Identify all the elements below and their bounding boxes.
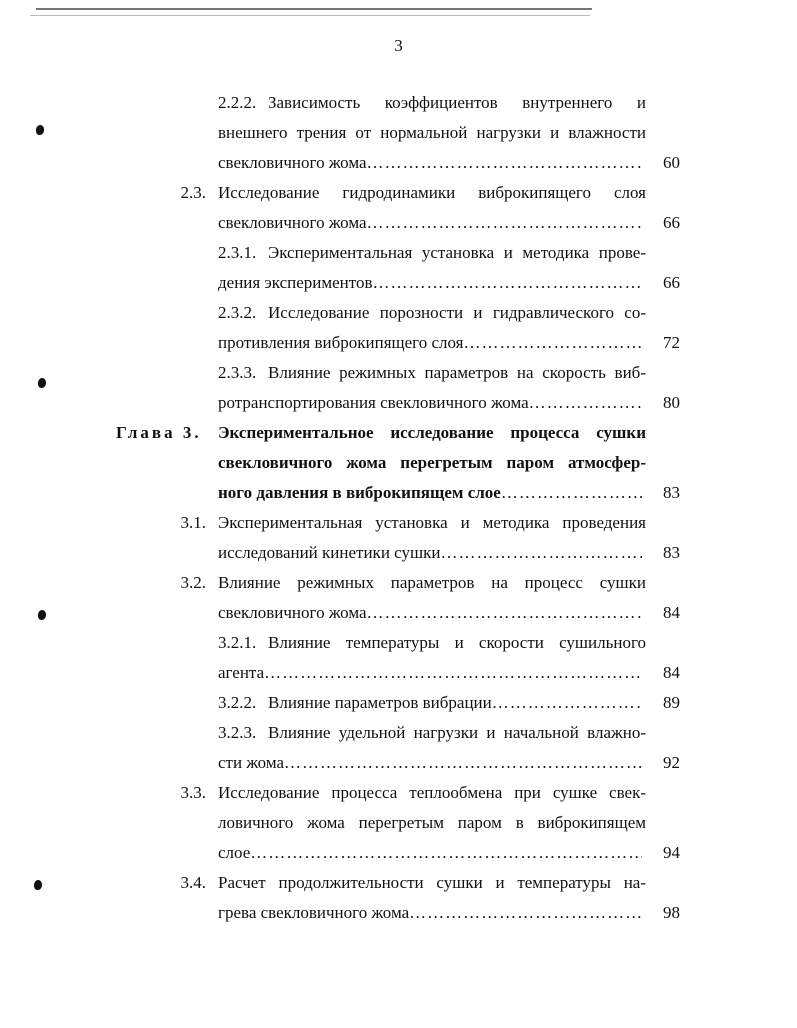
toc-entry-number: 3.2.2. [218, 693, 257, 712]
toc-entry-page: 84 [663, 663, 680, 682]
toc-entry-text: Расчет продолжительности сушки и температуры на- [218, 873, 646, 892]
toc-entry-text: исследований кинетики сушки [218, 543, 441, 562]
toc-entry-text: Влияние режимных параметров на процесс сушки [218, 573, 646, 592]
toc-entry-text: Влияние параметров вибрации [268, 693, 492, 712]
toc-entry-page: 89 [663, 693, 680, 712]
top-rule-thin [30, 15, 590, 16]
toc-entry-text: свекловичного жома [218, 153, 367, 172]
toc-entry-leader [218, 543, 642, 563]
toc-entry-page: 84 [663, 603, 680, 622]
toc-entry-text: Исследование гидродинамики виброкипящего слоя [218, 183, 646, 202]
toc-entry-text: сти жома [218, 753, 285, 772]
toc-entry-leader [218, 273, 642, 293]
margin-mark [36, 125, 44, 135]
toc-entry-number: 3.2.1. [218, 633, 257, 652]
toc-entry-text: ловичного жома перегретым паром в виброкипящем [218, 813, 646, 832]
toc-entry-text: Влияние режимных параметров на скорость виб- [268, 363, 646, 382]
chapter-title: Экспериментальное исследование процесса сушки [218, 423, 646, 442]
toc-entry-leader [218, 663, 642, 683]
toc-entry-page: 66 [663, 273, 680, 292]
toc-entry-number: 3.3. [180, 783, 206, 802]
toc-entry-number: 2.3.1. [218, 243, 257, 262]
toc-entry-number: 3.1. [180, 513, 206, 532]
toc-entry-page: 92 [663, 753, 680, 772]
toc-entry-leader [218, 393, 642, 413]
toc-entry-text: Влияние температуры и скорости сушильного [268, 633, 646, 652]
toc-entry-text: свекловичного жома [218, 603, 367, 622]
toc-entry-number: 2.2.2. [218, 93, 257, 112]
toc-entry-number: 2.3.2. [218, 303, 257, 322]
toc-entry-number: 3.2. [180, 573, 206, 592]
toc-entry-text: Влияние удельной нагрузки и начальной влажно- [268, 723, 646, 742]
toc-entry-page: 83 [663, 543, 680, 562]
margin-mark [38, 610, 46, 620]
toc-entry-text: Экспериментальная установка и методика прове- [268, 243, 646, 262]
toc-entry-leader [218, 753, 642, 773]
margin-mark [34, 880, 42, 890]
toc-entry-text: слое [218, 843, 251, 862]
toc-entry-leader [218, 483, 642, 503]
toc-entry-leader [218, 153, 642, 173]
top-rule [36, 8, 592, 10]
toc-entry-text: Исследование процесса теплообмена при сушке свек- [218, 783, 646, 802]
toc-entry-page: 80 [663, 393, 680, 412]
toc-entry-number: 3.4. [180, 873, 206, 892]
toc-entry-text: Исследование порозности и гидравлического со- [268, 303, 646, 322]
toc-entry-leader [218, 903, 642, 923]
toc-entry-text: Экспериментальная установка и методика проведения [218, 513, 646, 532]
toc-entry-leader [218, 603, 642, 623]
chapter-title: свекловичного жома перегретым паром атмосфер- [218, 453, 646, 472]
toc-entry-leader [218, 843, 642, 863]
toc-entry-leader [218, 213, 642, 233]
toc-entry-text: грева свекловичного жома [218, 903, 410, 922]
toc-entry-page: 66 [663, 213, 680, 232]
toc-entry-number: 3.2.3. [218, 723, 257, 742]
toc-entry-leader [218, 333, 642, 353]
toc-entry-number: 2.3. [180, 183, 206, 202]
toc-entry-page: 72 [663, 333, 680, 352]
toc-entry-text: внешнего трения от нормальной нагрузки и влажности [218, 123, 646, 142]
toc-entry-text: ротранспортирования свекловичного жома [218, 393, 529, 412]
toc-entry-leader [268, 693, 642, 713]
chapter-label: Глава 3. [116, 423, 202, 442]
toc-entry-text: дения экспериментов [218, 273, 373, 292]
toc-entry-page: 94 [663, 843, 680, 862]
toc-entry-page: 83 [663, 483, 680, 502]
margin-mark [38, 378, 46, 388]
chapter-title: ного давления в виброкипящем слое [218, 483, 501, 502]
toc-entry-page: 98 [663, 903, 680, 922]
toc-entry-text: агента [218, 663, 265, 682]
toc-entry-text: противления виброкипящего слоя [218, 333, 464, 352]
toc-entry-text: Зависимость коэффициентов внутреннего и [268, 93, 646, 112]
toc-entry-page: 60 [663, 153, 680, 172]
toc-entry-number: 2.3.3. [218, 363, 257, 382]
page-number: 3 [394, 36, 403, 55]
toc-entry-text: свекловичного жома [218, 213, 367, 232]
